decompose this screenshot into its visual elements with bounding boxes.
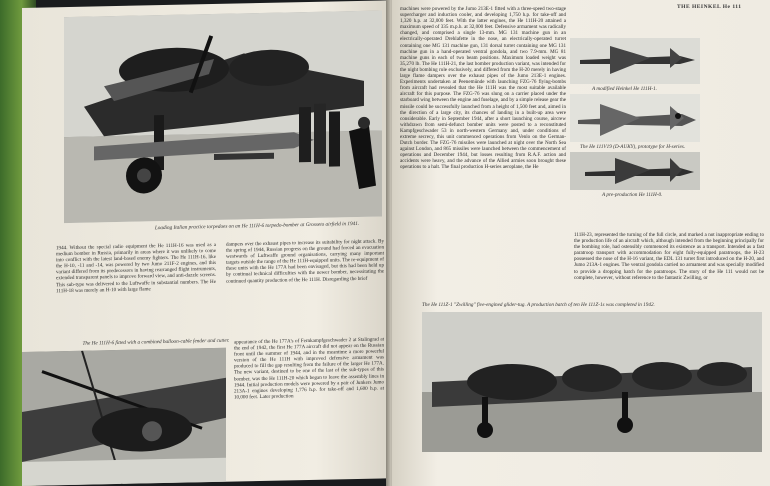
balloon-cutter-photo [22, 348, 226, 486]
heinkel-v19-photo [570, 94, 700, 142]
heinkel-h0-caption: A pre-production He 111H-0. [602, 192, 663, 198]
right-text-column-2: 111H-23, represented the turning of the full circle, and marked a not inappropriate ending to the production life of an aircraft which, although intended from the beginning principally for the bombing role, had ostensibly commenced its existence as a transport. Intended as a fast paratroop transport with accommodation for eight fully-equipped paratroops, the H-23 possessed the nose of the H-16 variant, the EDL 131 turret first introduced on the H-20, and Jumo 213A-1 engines. The ventral gondola carried no armament and was specially modified to provide a dropping hatch for the paratroops. The story of the He 111 would not be complete, however, without reference to the fantastic Zwilling, or [574, 232, 764, 281]
left-text-column-1: 1944. Without the special radio equipment the He 111H-16 was used as a medium bomber in Russia, primarily in areas where it was unlikely to come into conflict with the latest land-based enemy fighters. The He 111H-16, like the H-10, -11 and -14, was powered by two Jumo 211F-2 engines, and this variant differed from its predecessors in having rearranged flight instruments, extended transparent panels to improve forward view, and anti-dazzle screens. This sub-type was delivered to the Luftwaffe in substantial numbers. The He 111H-18 was merely an H-10 with large flame [56, 241, 216, 294]
right-text-column-1: machines were powered by the Jumo 213E-1 fitted with a three-speed two-stage supercharger and induction cooler, and developing 1,750 h.p. for take-off and 1,320 h.p. at 32,000 feet. With the latter engines, the He 111H-20 attained a maximum speed of 335 m.p.h. at 32,000 feet. Defensive armament was radically changed, and comprised a single 13-mm. MG 131 machine gun in an electrically-operated Drehlafette in the nose, an electrically-operated turret containing one MG 131 machine gun, 131 dorsal turret containing one MG 131 machine gun in a hand-operated ventral gondola, and two 7.9-mm. MG 81 machine guns in each of two beam positions. Maximum loaded weight was 35,270 lb. The He 111H-21, the last bomber production variant, was intended for the night bombing role exclusively, and differed from the H-20 merely in having large flame dampers over the exhaust pipes of the Jumo 213E-1 engines. Experiments undertaken at Peenemünde with launching FZG-76 flying-bombs from aircraft had revealed that the He 111H was the most suitable available aircraft for this purpose. The FZG-76 was slung on a carrier placed under the starboard wing between the engine and fuselage, and by a simple release gear the missile could be successfully launched from a height of 1,500 feet and, aimed in the direction of a large city, its chances of landing in a built-up area were considerable. Early in September 1944, after a short launching course, aircrew withdrawn from semi-defunct bomber units were posted to a reconstituted Kampfgeschwader 53 in north-western Germany and, under conditions of extreme secrecy, this unit commenced operations from Venlo on the German-Dutch border. The FZG-76 missiles were launched at night over the North Sea against London, and 865 missiles were launched between the commencement of operations and December 1944, but losses resulting from R.A.F. action and accidents were heavy, and the advance of the Allied armies soon brought these operations to a halt. The final production H-series aeroplane, the He [400, 6, 566, 171]
heinkel-v19-caption: The He 111V19 (D-AUKY), prototype for H-series. [580, 144, 686, 150]
torpedo-loading-photo [64, 10, 382, 223]
left-text-column-2: dampers over the exhaust pipes to increase its suitability for night attack. By the spring of 1944, Russian progress on the ground had forced an evacuation westwards of Luftwaffe ground organisations, carrying many important targets outside the range of the He 111H-equipped units. The re-equipment of these units with the He 177A had been envisaged, but this had been held up by continual technical difficulties with the newer bomber, necessitating the continued quantity production of the He 111H. Disregarding the brief [226, 238, 384, 285]
left-page [22, 0, 390, 486]
heinkel-h1-photo [570, 38, 700, 84]
zwilling-photo-caption: The He 111Z-1 "Zwilling" five-engined glider-tug. A production batch of ten He 111Z-1s was completed in 1942. [422, 302, 655, 308]
torpedo-photo-caption: Loading Italian practice torpedoes on an He 111H-6 torpedo-bomber at Grosseto airfield in 1941. [154, 220, 360, 232]
running-header: THE HEINKEL He 111 [677, 4, 742, 10]
balloon-cutter-photo-caption: The He 111H-6 fitted with a combined balloon-cable fender and cutter. [82, 337, 230, 347]
heinkel-h1-caption: A modified Heinkel He 111H-1. [592, 86, 657, 92]
heinkel-h0-photo [570, 152, 700, 190]
left-text-column-3: appearance of the He 177A's of Fernkampfgeschwader 2 at Stalingrad at the end of 1942, the first He 177A aircraft did not appear on the Russian front until the summer of 1944, and in the meantime a more powerful version of the He 111H with improved defensive armament was produced to fill the gap resulting from the failure of the larger He 177A. The new variant, destined to be one of the last of the sub-types of this bomber, was the He 111H-20 which began to leave the assembly lines in 1944. Initial production models were powered by a pair of Junkers Jumo 213A-1 engines developing 1,776 h.p. for take-off and 1,600 h.p. at 10,000 feet. Later production [234, 336, 384, 401]
right-page [392, 0, 770, 486]
zwilling-glider-tug-photo [422, 312, 762, 452]
